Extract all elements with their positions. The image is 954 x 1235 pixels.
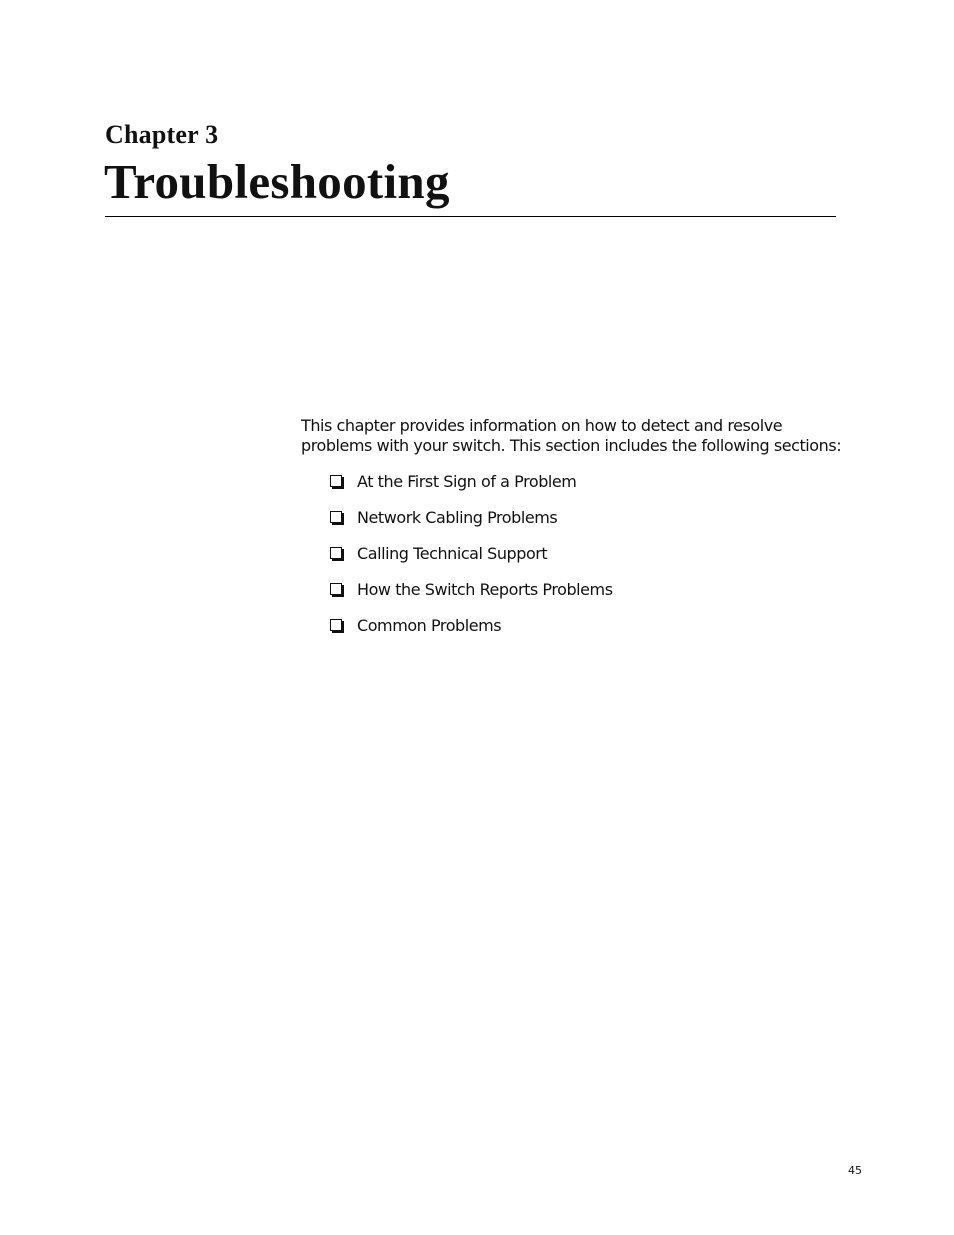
- section-label: Calling Technical Support: [357, 544, 548, 563]
- chapter-label: Chapter 3: [105, 120, 219, 149]
- checkbox-icon: [330, 511, 342, 523]
- section-label: Common Problems: [357, 616, 502, 635]
- section-label: At the First Sign of a Problem: [357, 472, 577, 491]
- list-item: [330, 616, 613, 636]
- section-label: How the Switch Reports Problems: [357, 580, 613, 599]
- section-list: [330, 472, 613, 652]
- list-item: [330, 508, 613, 528]
- intro-paragraph: [301, 416, 901, 456]
- checkbox-icon: [330, 475, 342, 487]
- list-item: [330, 472, 613, 492]
- checkbox-icon: [330, 547, 342, 559]
- chapter-title: Troubleshooting: [104, 154, 450, 209]
- title-divider: [105, 216, 836, 217]
- intro-line: problems with your switch. This section includes the following sections:: [301, 436, 842, 455]
- section-label: Network Cabling Problems: [357, 508, 558, 527]
- checkbox-icon: [330, 583, 342, 595]
- list-item: [330, 544, 613, 564]
- intro-line: This chapter provides information on how to detect and resolve: [301, 416, 783, 435]
- list-item: [330, 580, 613, 600]
- checkbox-icon: [330, 619, 342, 631]
- page-number: 45: [848, 1164, 862, 1177]
